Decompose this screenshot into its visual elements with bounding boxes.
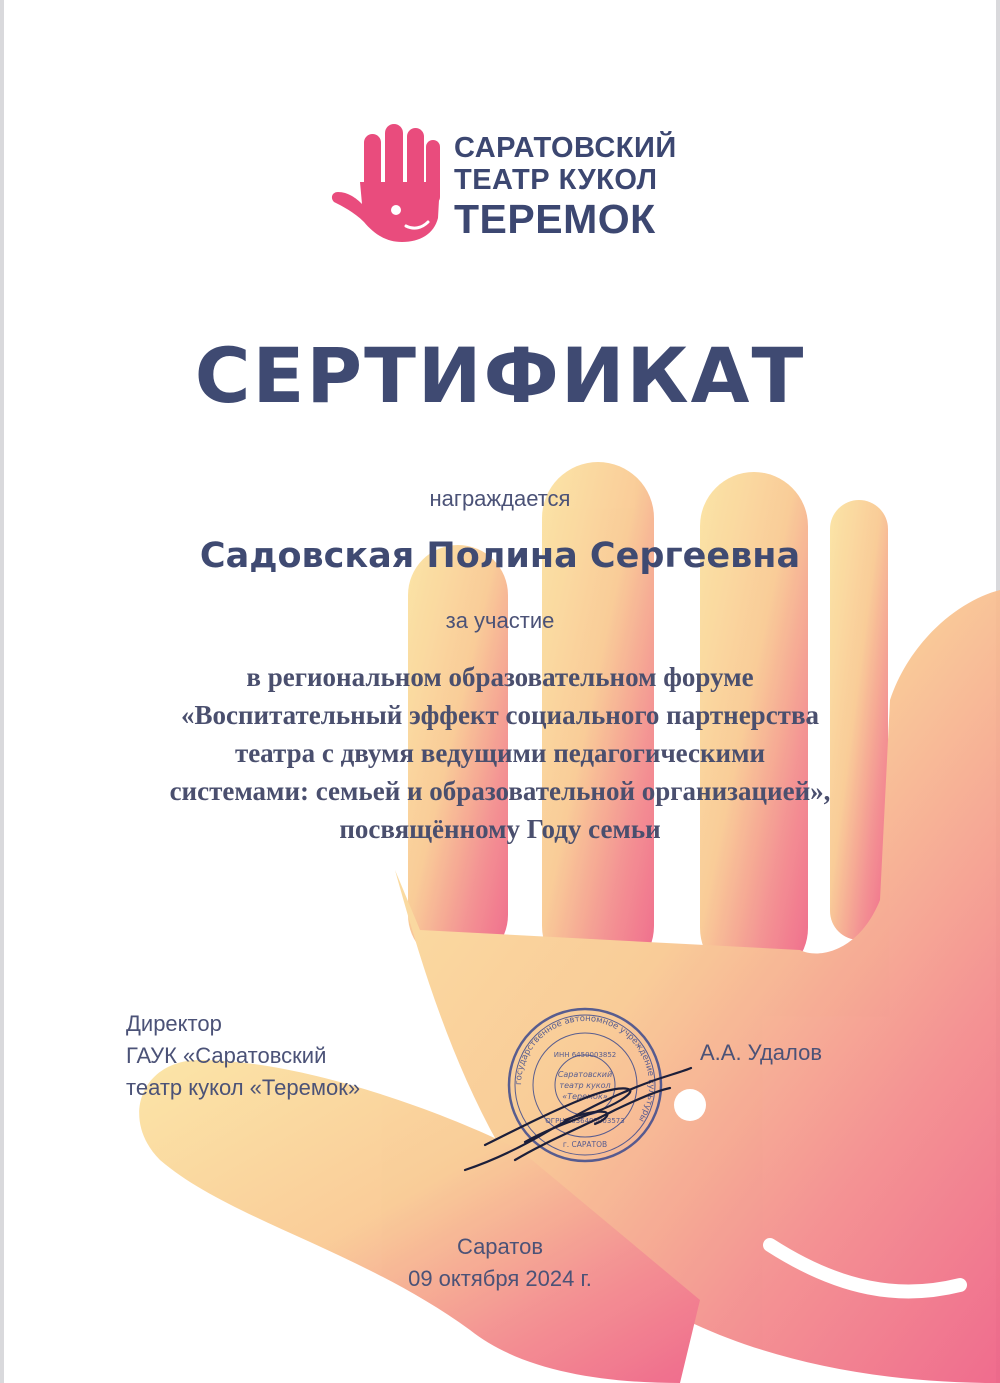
director-name: А.А. Удалов — [700, 1040, 823, 1065]
recipient-name: Садовская Полина Сергеевна — [199, 536, 801, 576]
logo-line-2: ТЕАТР КУКОЛ — [454, 164, 658, 196]
certificate-title: СЕРТИФИКАТ — [194, 331, 806, 420]
event-line: посвящённому Году семьи — [339, 814, 661, 844]
stamp-inn: ИНН 6450003852 — [553, 1051, 617, 1059]
event-line: театра с двумя ведущими педагогическими — [234, 738, 766, 768]
logo-text — [454, 132, 677, 241]
logo-hand-icon — [330, 122, 442, 244]
director-signature-icon — [455, 1050, 695, 1180]
theatre-logo — [330, 122, 677, 247]
event-line: «Воспитательный эффект социального партнерства — [180, 700, 820, 730]
event-description — [60, 658, 940, 848]
stamp-center-line-3: «Теремок» — [562, 1092, 608, 1101]
director-position-line: театр кукол «Теремок» — [126, 1075, 361, 1100]
event-line: системами: семьей и образовательной организацией», — [169, 776, 831, 806]
stamp-ogrn: ОГРН 1036405003573 — [545, 1117, 625, 1125]
director-position-line: Директор — [126, 1011, 222, 1036]
logo-line-1: САРАТОВСКИЙ — [454, 132, 677, 164]
director-position-line: ГАУК «Саратовский — [126, 1043, 327, 1068]
director-position — [126, 1008, 360, 1104]
stamp-city: г. САРАТОВ — [562, 1140, 608, 1149]
for-participation-label: за участие — [445, 608, 555, 633]
stamp-center-line-2: театр кукол — [559, 1081, 611, 1090]
awarded-label: награждается — [429, 486, 571, 511]
event-line: в региональном образовательном форуме — [246, 662, 754, 692]
logo-line-3: ТЕРЕМОК — [454, 196, 656, 242]
issue-city: Саратов — [456, 1234, 544, 1259]
stamp-center-line-1: Саратовский — [557, 1070, 613, 1079]
issue-date: 09 октября 2024 г. — [408, 1266, 592, 1291]
stamp-outer-text: государственное автономное учреждение культуры — [513, 1013, 657, 1124]
